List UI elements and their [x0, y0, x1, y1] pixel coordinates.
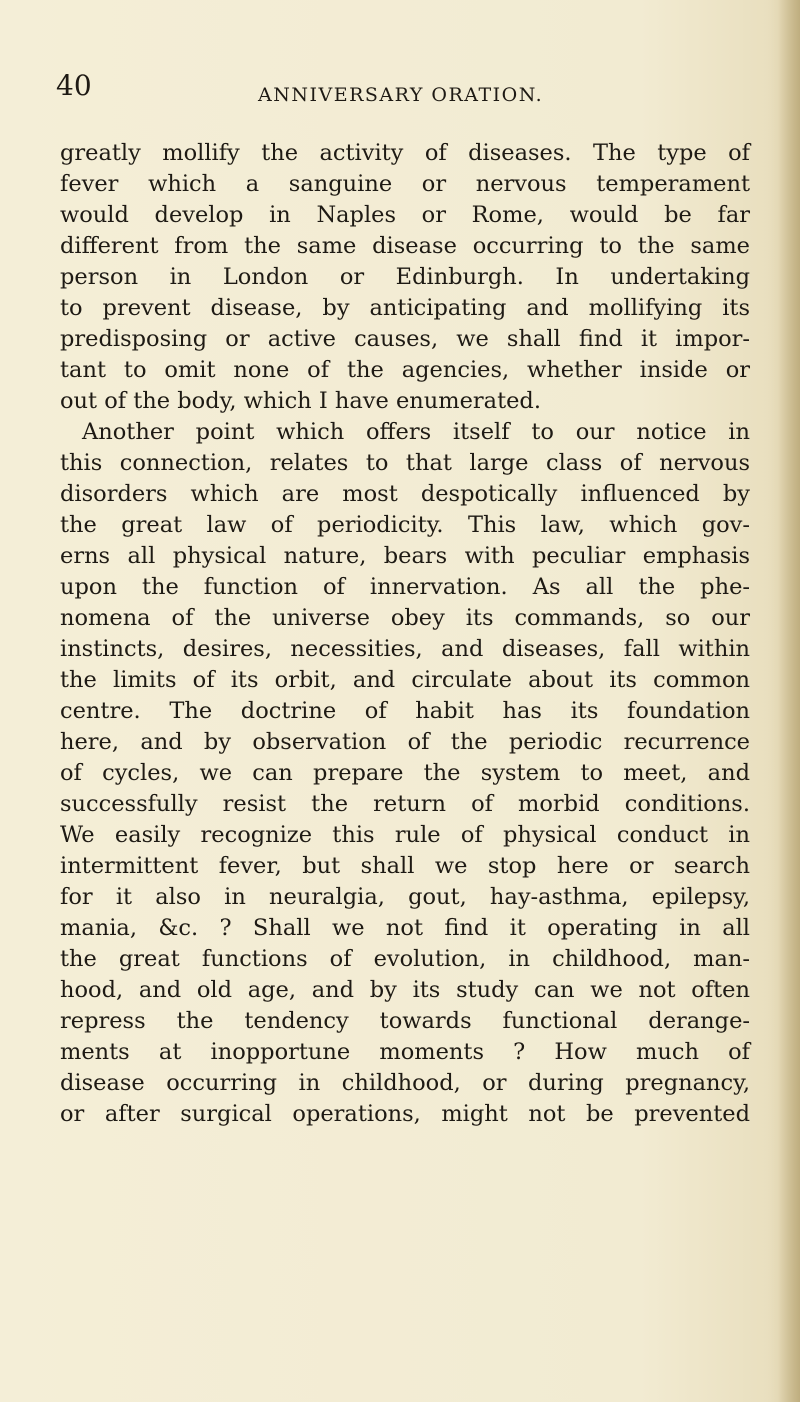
text-line: centre. The doctrine of habit has its foundation	[60, 698, 750, 724]
text-line: the great law of periodicity. This law, which gov-	[60, 512, 750, 538]
page-header	[0, 0, 800, 120]
text-line: different from the same disease occurring to the same	[60, 233, 750, 259]
text-line: We easily recognize this rule of physical conduct in	[60, 822, 750, 848]
text-line: upon the function of innervation. As all the phe-	[60, 574, 750, 600]
text-line: of cycles, we can prepare the system to meet, and	[60, 760, 750, 786]
text-line: disease occurring in childhood, or during pregnancy,	[60, 1070, 750, 1096]
text-line: this connection, relates to that large class of nervous	[60, 450, 750, 476]
text-line: predisposing or active causes, we shall find it impor-	[60, 326, 750, 352]
text-line: for it also in neuralgia, gout, hay-asthma, epilepsy,	[60, 884, 750, 910]
text-line: ments at inopportune moments ? How much of	[60, 1039, 750, 1065]
text-line: here, and by observation of the periodic recurrence	[60, 729, 750, 755]
text-line: greatly mollify the activity of diseases. The type of	[60, 140, 750, 166]
text-line: to prevent disease, by anticipating and mollifying its	[60, 295, 750, 321]
text-line: hood, and old age, and by its study can we not often	[60, 977, 750, 1003]
body-text	[60, 138, 750, 1130]
text-line: instincts, desires, necessities, and diseases, fall within	[60, 636, 750, 662]
text-line: the limits of its orbit, and circulate about its common	[60, 667, 750, 693]
text-line: disorders which are most despotically influenced by	[60, 481, 750, 507]
text-line: successfully resist the return of morbid conditions.	[60, 791, 750, 817]
text-line: fever which a sanguine or nervous temperament	[60, 171, 750, 197]
text-line: would develop in Naples or Rome, would be far	[60, 202, 750, 228]
page-number: 40	[56, 69, 92, 102]
text-line: nomena of the universe obey its commands, so our	[60, 605, 750, 631]
text-line: erns all physical nature, bears with peculiar emphasis	[60, 543, 750, 569]
page-edge-shadow	[778, 0, 800, 1402]
text-line: person in London or Edinburgh. In undertaking	[60, 264, 750, 290]
text-line: out of the body, which I have enumerated.	[60, 388, 541, 414]
text-line: the great functions of evolution, in childhood, man-	[60, 946, 750, 972]
text-line: tant to omit none of the agencies, whether inside or	[60, 357, 750, 383]
text-line: mania, &c. ? Shall we not find it operating in all	[60, 915, 750, 941]
running-head: ANNIVERSARY ORATION.	[258, 84, 544, 106]
text-line: intermittent fever, but shall we stop here or search	[60, 853, 750, 879]
text-line: repress the tendency towards functional derange-	[60, 1008, 750, 1034]
text-line: or after surgical operations, might not be prevented	[60, 1101, 750, 1127]
text-line: Another point which offers itself to our notice in	[82, 419, 750, 445]
